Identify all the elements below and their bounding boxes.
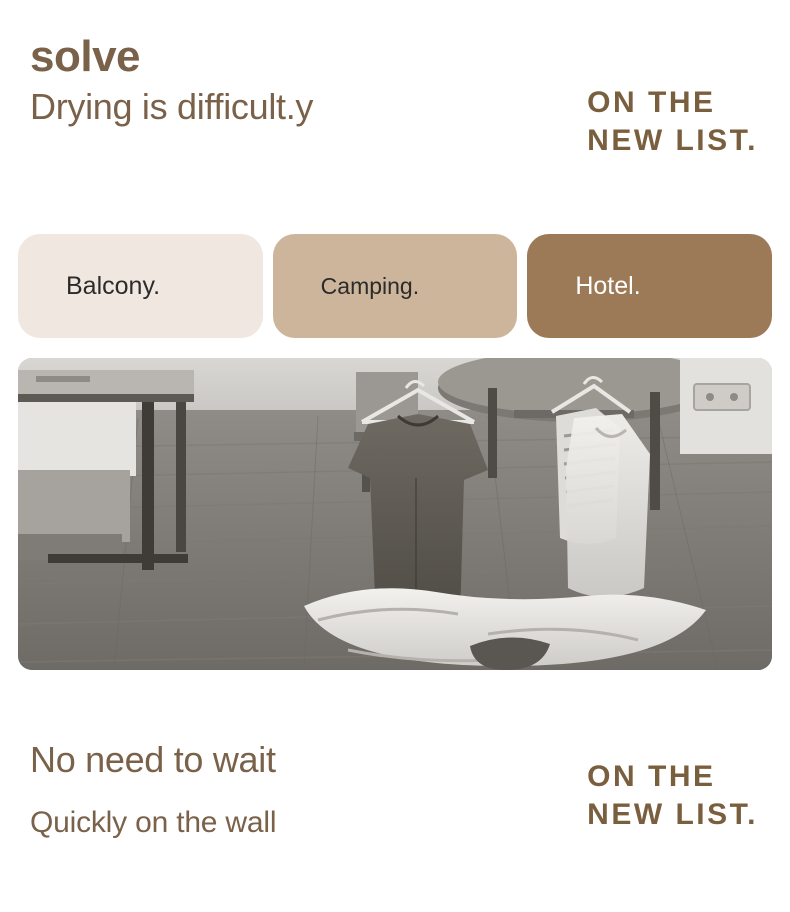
- footer-badge: [587, 758, 758, 833]
- option-chip-balcony[interactable]: [18, 234, 263, 338]
- footer-subtitle: Quickly on the wall: [30, 805, 277, 839]
- option-chip-row: [18, 234, 772, 338]
- header-badge-line1: ON THE: [587, 86, 716, 119]
- page-title: solve: [30, 32, 141, 81]
- footer-badge-line1: ON THE: [587, 760, 716, 793]
- footer-title: No need to wait: [30, 739, 276, 780]
- header-badge-line2: NEW LIST.: [587, 123, 758, 157]
- option-chip-camping[interactable]: [273, 234, 518, 338]
- room-photo-illustration: [18, 358, 772, 670]
- page-subtitle: Drying is difficult.y: [30, 86, 314, 128]
- option-chip-label: Camping.: [320, 272, 420, 299]
- headline-group: [30, 34, 510, 128]
- footer-text-group: [30, 740, 510, 839]
- option-chip-label: Hotel.: [575, 271, 641, 300]
- footer-badge-line2: NEW LIST.: [587, 797, 758, 831]
- option-chip-label: Balcony.: [66, 271, 161, 300]
- option-chip-hotel[interactable]: [527, 234, 772, 338]
- footer: [0, 740, 790, 880]
- header-badge: [587, 84, 758, 159]
- room-photo: [18, 358, 772, 670]
- header: [0, 34, 790, 184]
